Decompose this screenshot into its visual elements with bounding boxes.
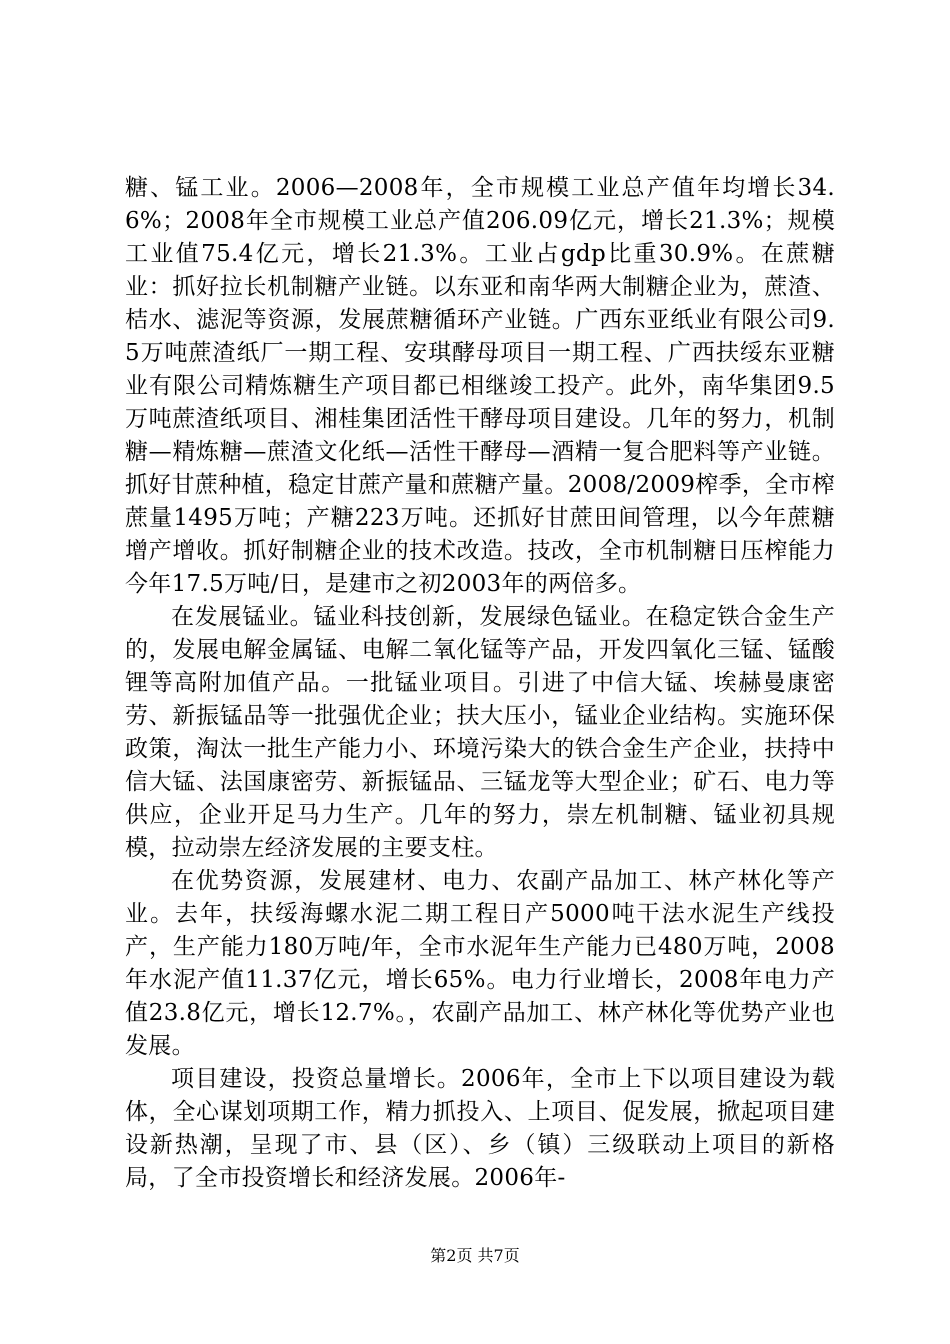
- document-body: [125, 172, 835, 1195]
- paragraph-1: 糖、锰工业。2006—2008年，全市规模工业总产值年均增长34.6%；2008年全市规模工业总产值206.09亿元，增长21.3%；规模工业值75.4亿元，增长21.3%。工业占gdp比重30.9%。在蔗糖业：抓好拉长机制糖产业链。以东亚和南华两大制糖企业为，蔗渣、桔水、滤泥等资源，发展蔗糖循环产业链。广西东亚纸业有限公司9.5万吨蔗渣纸厂一期工程、安琪酵母项目一期工程、广西扶绥东亚糖业有限公司精炼糖生产项目都已相继竣工投产。此外，南华集团9.5万吨蔗渣纸项目、湘桂集团活性干酵母项目建设。几年的努力，机制糖—精炼糖—蔗渣文化纸—活性干酵母—酒精一复合肥料等产业链。抓好甘蔗种植，稳定甘蔗产量和蔗糖产量。2008/2009榨季，全市榨蔗量1495万吨；产糖223万吨。还抓好甘蔗田间管理，以今年蔗糖增产增收。抓好制糖企业的技术改造。技改，全市机制糖日压榨能力今年17.5万吨/日，是建市之初2003年的两倍多。: [125, 175, 836, 597]
- paragraph-4: 项目建设，投资总量增长。2006年，全市上下以项目建设为载体，全心谋划项期工作，精力抓投入、上项目、促发展，掀起项目建设新热潮，呈现了市、县（区）、乡（镇）三级联动上项目的新格局，了全市投资增长和经济发展。2006年-: [125, 1066, 835, 1191]
- paragraph-3: 在优势资源，发展建材、电力、农副产品加工、林产林化等产业。去年，扶绥海螺水泥二期工程日产5000吨干法水泥生产线投产，生产能力180万吨/年，全市水泥年生产能力已480万吨，2008年水泥产值11.37亿元，增长65%。电力行业增长，2008年电力产值23.8亿元，增长12.7%。，农副产品加工、林产林化等优势产业也发展。: [125, 868, 835, 1059]
- page-number-footer: 第2页 共7页: [430, 1246, 520, 1265]
- paragraph-2: 在发展锰业。锰业科技创新，发展绿色锰业。在稳定铁合金生产的，发展电解金属锰、电解二氧化锰等产品，开发四氧化三锰、锰酸锂等高附加值产品。一批锰业项目。引进了中信大锰、埃赫曼康密劳、新振锰品等一批强优企业；扶大压小，锰业企业结构。实施环保政策，淘汰一批生产能力小、环境污染大的铁合金生产企业，扶持中信大锰、法国康密劳、新振锰品、三锰龙等大型企业；矿石、电力等供应，企业开足马力生产。几年的努力，崇左机制糖、锰业初具规模，拉动崇左经济发展的主要支柱。: [125, 604, 835, 861]
